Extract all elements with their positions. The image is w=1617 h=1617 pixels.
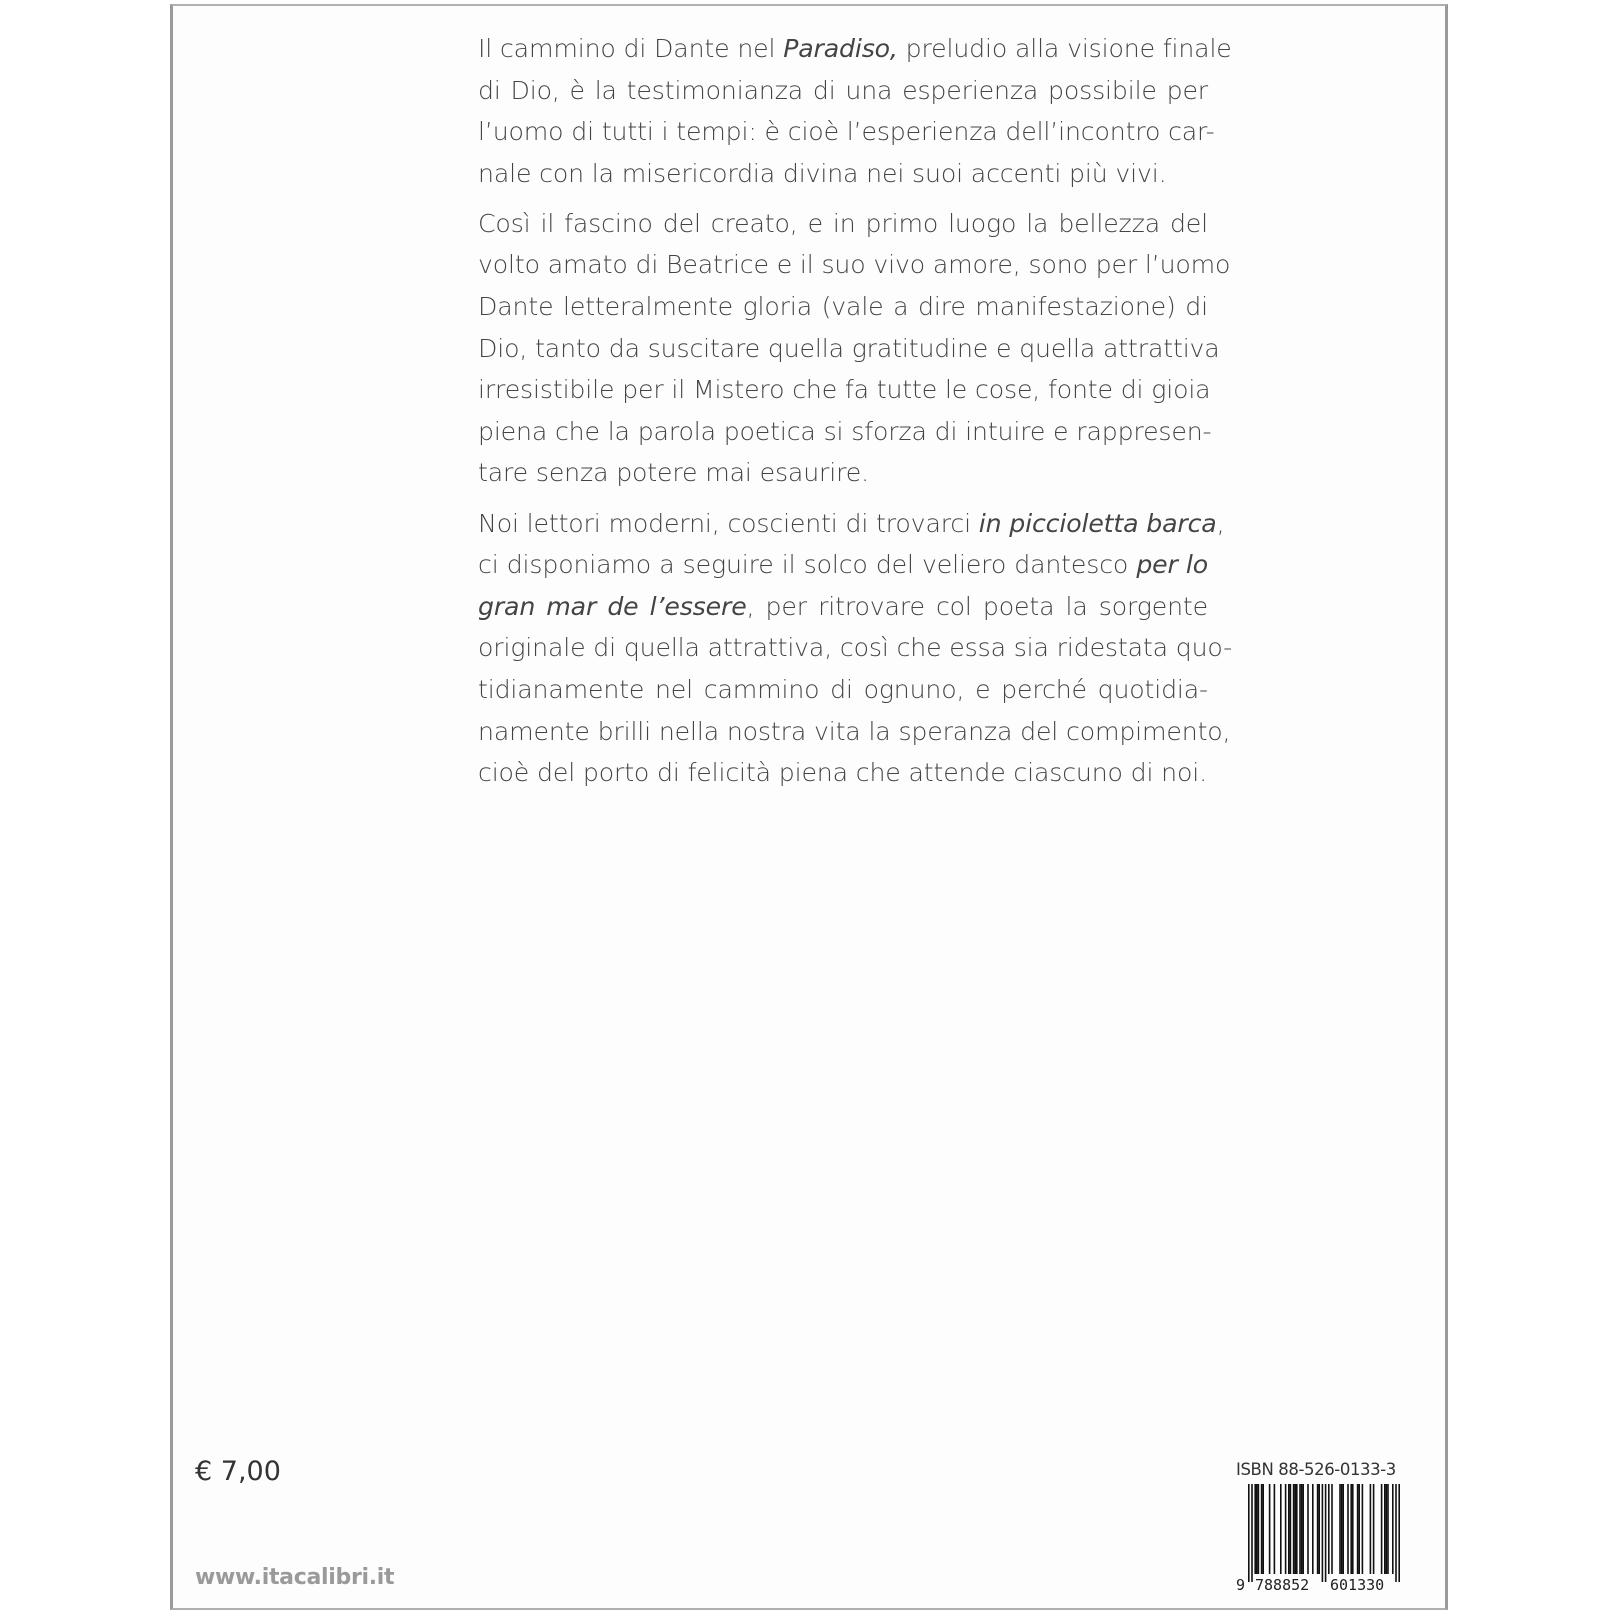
- text-line: [478, 153, 1208, 195]
- barcode-bar: [1386, 1484, 1388, 1574]
- barcode-bar: [1258, 1484, 1260, 1574]
- barcode-image: [1236, 1484, 1411, 1594]
- barcode-bar: [1373, 1484, 1375, 1574]
- barcode-bar: [1302, 1484, 1304, 1574]
- barcode-bar: [1251, 1484, 1253, 1582]
- barcode-bar: [1280, 1484, 1282, 1574]
- text-run: cioè del porto di felicità piena che attende ciascuno di noi.: [478, 758, 1207, 788]
- barcode-bar: [1269, 1484, 1271, 1574]
- barcode-bar: [1294, 1484, 1296, 1574]
- text-run: irresistibile per il Mistero che fa tutte le cose, fonte di gioia: [478, 375, 1211, 405]
- barcode-bar: [1299, 1484, 1301, 1574]
- text-run: Noi lettori moderni, coscienti di trovarci: [478, 508, 979, 538]
- text-run: namente brilli nella nostra vita la speranza del compimento,: [478, 716, 1231, 746]
- blurb-paragraph: [478, 203, 1231, 494]
- italic-text: per lo: [1136, 550, 1209, 580]
- isbn-label: ISBN 88-526-0133-3: [1236, 1460, 1396, 1479]
- text-run: di Dio, è la testimonianza di una esperienza possibile per: [478, 75, 1208, 105]
- text-run: l’uomo di tutti i tempi: è cioè l’esperienza dell’incontro car-: [478, 117, 1215, 147]
- blurb-paragraph: [478, 503, 1233, 794]
- text-run: nale con la misericordia divina nei suoi accenti più vivi.: [478, 158, 1167, 188]
- text-run: Dante letteralmente gloria (vale a dire manifestazione) di: [478, 292, 1208, 322]
- text-line: [478, 411, 1212, 453]
- text-run: , per ritrovare col poeta la sorgente: [746, 591, 1208, 621]
- blurb-paragraph: [478, 28, 1232, 194]
- barcode-bar: [1331, 1484, 1333, 1574]
- barcode-bar: [1293, 1484, 1295, 1574]
- barcode-bar: [1352, 1484, 1354, 1574]
- barcode-digits-left: 788852: [1255, 1576, 1310, 1594]
- text-line: [478, 111, 1215, 153]
- publisher-website: www.itacalibri.it: [195, 1565, 395, 1590]
- text-run: tidianamente nel cammino di ognuno, e perché quotidia-: [478, 674, 1208, 704]
- barcode-bar: [1342, 1484, 1344, 1574]
- text-line: [478, 544, 1208, 586]
- barcode-bar: [1296, 1484, 1298, 1574]
- text-line: [478, 286, 1208, 328]
- barcode-bar: [1362, 1484, 1364, 1574]
- barcode-bar: [1370, 1484, 1372, 1574]
- text-line: [478, 669, 1208, 711]
- barcode-bar: [1347, 1484, 1349, 1574]
- barcode-bar: [1256, 1484, 1258, 1574]
- text-run: ci disponiamo a seguire il solco del veliero dantesco: [478, 550, 1137, 580]
- back-cover: [170, 4, 1448, 1610]
- barcode-bar: [1384, 1484, 1386, 1574]
- blurb-text: [478, 28, 1233, 802]
- text-run: Così il fascino del creato, e in primo luogo la bellezza del: [478, 208, 1208, 238]
- text-line: [478, 369, 1211, 411]
- barcode-bar: [1290, 1484, 1292, 1574]
- barcode-bar: [1254, 1484, 1256, 1574]
- barcode-bar: [1398, 1484, 1400, 1582]
- barcode-bar: [1357, 1484, 1359, 1574]
- barcode-bar: [1317, 1484, 1319, 1574]
- text-line: [478, 752, 1208, 794]
- barcode-bar: [1341, 1484, 1343, 1574]
- barcode-bar: [1350, 1484, 1352, 1574]
- text-run: originale di quella attrattiva, così che essa sia ridestata quo-: [478, 633, 1233, 663]
- text-run: preludio alla visione finale: [897, 34, 1232, 63]
- text-line: [478, 70, 1208, 112]
- barcode-bar: [1358, 1484, 1360, 1574]
- barcode-bar: [1395, 1484, 1397, 1582]
- barcode-bar: [1381, 1484, 1383, 1574]
- text-line: [478, 627, 1233, 669]
- barcode-digits-right: 601330: [1330, 1576, 1385, 1594]
- barcode-bar: [1325, 1484, 1327, 1582]
- barcode-bar: [1307, 1484, 1309, 1574]
- text-run: ,: [1216, 508, 1225, 538]
- barcode-bar: [1262, 1484, 1264, 1574]
- italic-text: Paradiso,: [783, 34, 898, 63]
- barcode-bar: [1274, 1484, 1276, 1574]
- barcode-bar: [1318, 1484, 1320, 1574]
- text-run: Il cammino di Dante nel: [478, 34, 784, 63]
- barcode-bar: [1261, 1484, 1263, 1574]
- text-line: [478, 244, 1231, 286]
- price-label: € 7,00: [195, 1456, 281, 1487]
- barcode-bar: [1387, 1484, 1389, 1574]
- italic-text: gran mar de l’essere: [478, 591, 747, 621]
- text-line: [478, 203, 1208, 245]
- text-line: [478, 328, 1220, 370]
- text-run: Dio, tanto da suscitare quella gratitudine e quella attrattiva: [478, 333, 1220, 363]
- text-line: [478, 711, 1231, 753]
- barcode-bar: [1322, 1484, 1324, 1582]
- barcode-digit-first: 9: [1236, 1576, 1246, 1594]
- italic-text: in piccioletta barca: [978, 508, 1217, 538]
- text-line: [478, 452, 1208, 494]
- text-run: tare senza potere mai esaurire.: [478, 458, 869, 488]
- text-line: [478, 503, 1225, 545]
- barcode-bar: [1339, 1484, 1341, 1574]
- text-line: [478, 28, 1232, 70]
- barcode-bar: [1288, 1484, 1290, 1574]
- barcode-bar: [1392, 1484, 1394, 1574]
- barcode-bar: [1248, 1484, 1250, 1582]
- barcode-bar: [1328, 1484, 1330, 1574]
- barcode-bar: [1312, 1484, 1314, 1574]
- barcode-bar: [1285, 1484, 1287, 1574]
- text-line: [478, 586, 1208, 628]
- text-run: volto amato di Beatrice e il suo vivo amore, sono per l’uomo: [478, 250, 1231, 280]
- text-run: piena che la parola poetica si sforza di intuire e rappresen-: [478, 416, 1212, 446]
- barcode-bar: [1301, 1484, 1303, 1574]
